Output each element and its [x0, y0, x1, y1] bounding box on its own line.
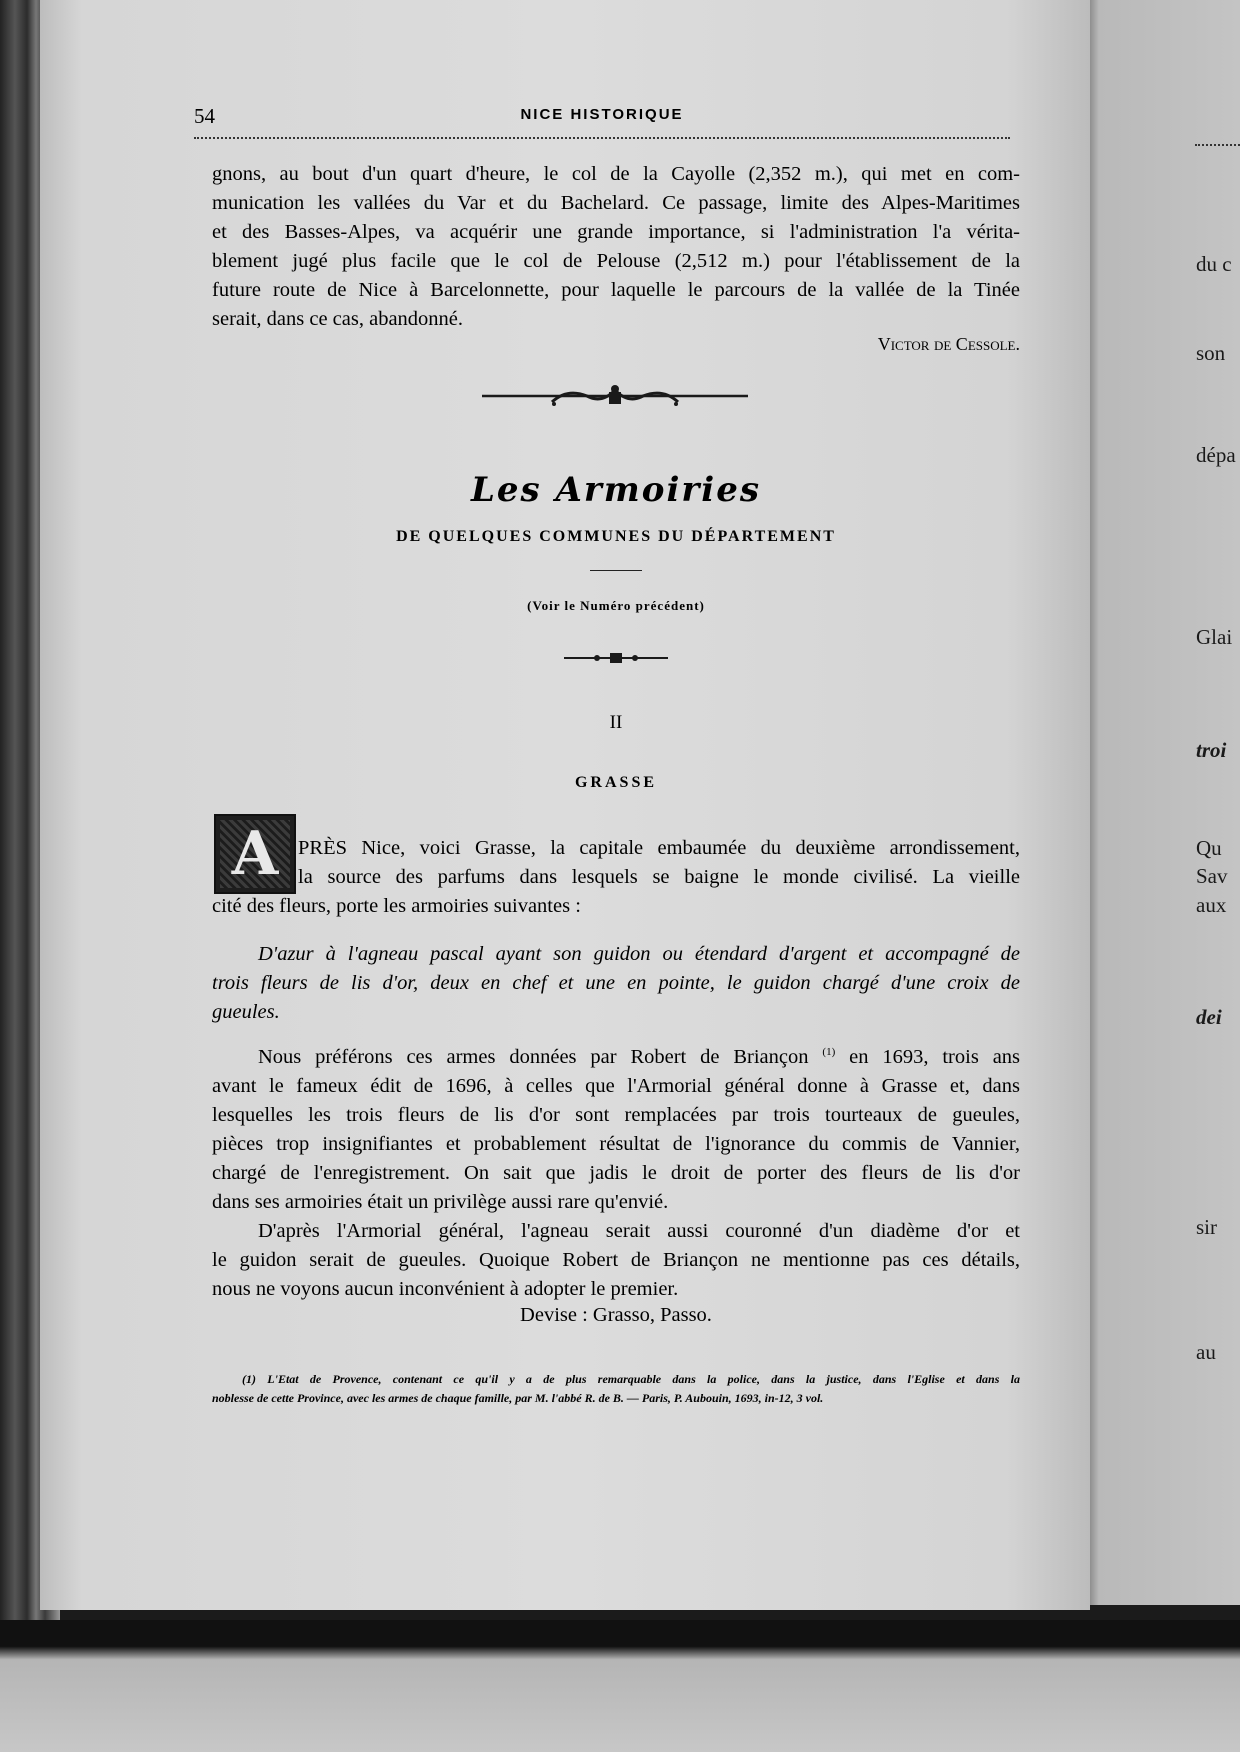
- facing-page-fragment: du c: [1196, 252, 1232, 276]
- text-line: [212, 1038, 1020, 1072]
- facing-page-rule: [1195, 144, 1240, 146]
- text-line: D'après l'Armorial général, l'agneau serait aussi couronné d'un diadème d'or et: [258, 1219, 1020, 1242]
- footnote-marker: (1): [822, 1046, 836, 1058]
- opening-last-line: [212, 892, 1020, 921]
- footnote-line: (1) L'Etat de Provence, contenant ce qu'il y a de plus remarquable dans la police, dans la justice, dans l'Eglise et dans la: [242, 1372, 1020, 1386]
- section-title: GRASSE: [574, 774, 658, 791]
- drop-cap-pattern: [220, 820, 290, 888]
- text-line: D'azur à l'agneau pascal ayant son guidon ou étendard d'argent et accompagné de: [258, 943, 1020, 965]
- text-line: serait, dans ce cas, abandonné.: [212, 308, 464, 330]
- facing-page-fragment: au: [1196, 1340, 1216, 1364]
- text-line: la source des parfums dans lesquels se baigne le monde civilisé. La vieille: [298, 866, 1020, 888]
- article-title: Les Armoiries: [471, 470, 761, 510]
- text-line: gnons, au bout d'un quart d'heure, le col de la Cayolle (2,352 m.), qui met en com-: [212, 163, 1020, 185]
- facing-page-fragment: Glai: [1196, 625, 1233, 649]
- facing-page-edge: [1090, 0, 1240, 1605]
- text-line: lesquelles les trois fleurs de lis d'or sont remplacées par trois tourteaux de gueules,: [212, 1103, 1020, 1126]
- facing-page-fragment: aux: [1196, 893, 1227, 917]
- opening-lines-indented: [298, 834, 1020, 892]
- text-line: munication les vallées du Var et du Bachelard. Ce passage, limite des Alpes-Maritimes: [212, 192, 1020, 214]
- facing-page-fragment: sir: [1196, 1215, 1217, 1239]
- facing-page-fragment: Qu: [1196, 836, 1222, 860]
- text-line: blement jugé plus facile que le col de Pelouse (2,512 m.) pour l'établissement de la: [212, 250, 1020, 272]
- text-line: et des Basses-Alpes, va acquérir une grande importance, si l'administration l'a vérita-: [212, 221, 1020, 243]
- footnote: [212, 1370, 1020, 1408]
- facing-page-fragment: dépa: [1196, 443, 1236, 467]
- text-line: pièces trop insignifiantes et probablement résultat de l'ignorance du commis de Vannier,: [212, 1132, 1020, 1155]
- motto: Devise : Grasso, Passo.: [520, 1304, 712, 1326]
- facing-page-fragment: troi: [1196, 738, 1227, 762]
- text-line: avant le fameux édit de 1696, à celles que l'Armorial général donne à Grasse et, dans: [212, 1074, 1020, 1097]
- drop-cap-letter: A: [231, 819, 279, 889]
- text-line: gueules.: [212, 1001, 280, 1023]
- drop-cap-initial: [214, 814, 296, 894]
- subtitle-rule: [590, 570, 642, 571]
- blazon-paragraph: [212, 940, 1020, 1027]
- text-line: future route de Nice à Barcelonnette, pour laquelle le parcours de la vallée de la Tinée: [212, 279, 1020, 301]
- facing-page-fragment: son: [1196, 341, 1226, 365]
- body-line-tail: en 1693, trois ans: [849, 1045, 1021, 1068]
- running-title: NICE HISTORIQUE: [520, 106, 684, 123]
- footnote-line: noblesse de cette Province, avec les armes de chaque famille, par M. l'abbé R. de B. — Paris, P. Aubouin, 1693, in-12, 3 vol.: [212, 1391, 824, 1405]
- page-number: 54: [194, 104, 215, 128]
- see-previous-note: (Voir le Numéro précédent): [527, 598, 705, 613]
- text-line: le guidon serait de gueules. Quoique Robert de Briançon ne mentionne pas ces détails,: [212, 1248, 1020, 1271]
- scan-bottom-margin: [0, 1620, 1240, 1752]
- text-line: trois fleurs de lis d'or, deux en chef et une en pointe, le guidon chargé d'une croix de: [212, 972, 1020, 994]
- section-number: II: [609, 712, 623, 733]
- text-line: cité des fleurs, porte les armoiries suivantes :: [212, 895, 581, 917]
- body-line-start: Nous préférons ces armes données par Robert de Briançon: [258, 1045, 809, 1068]
- ornament-divider-icon: [482, 380, 748, 414]
- page-header: [194, 104, 1010, 130]
- text-line: chargé de l'enregistrement. On sait que jadis le droit de porter des fleurs de lis d'or: [212, 1161, 1020, 1184]
- body-paragraph: [212, 1038, 1020, 1304]
- text-line: dans ses armoiries était un privilège aussi rare qu'envié.: [212, 1190, 669, 1213]
- facing-page-fragment: Sav: [1196, 864, 1228, 888]
- article-subtitle: DE QUELQUES COMMUNES DU DÉPARTEMENT: [396, 528, 836, 545]
- text-line: PRÈS Nice, voici Grasse, la capitale embaumée du deuxième arrondissement,: [298, 837, 1020, 859]
- header-rule: [194, 137, 1010, 139]
- text-line: nous ne voyons aucun inconvénient à adopter le premier.: [212, 1277, 679, 1300]
- intro-paragraph: [212, 160, 1020, 334]
- small-ornament-icon: [564, 648, 668, 668]
- facing-page-fragment: dei: [1196, 1005, 1222, 1029]
- author-signature: Victor de Cessole.: [877, 334, 1020, 354]
